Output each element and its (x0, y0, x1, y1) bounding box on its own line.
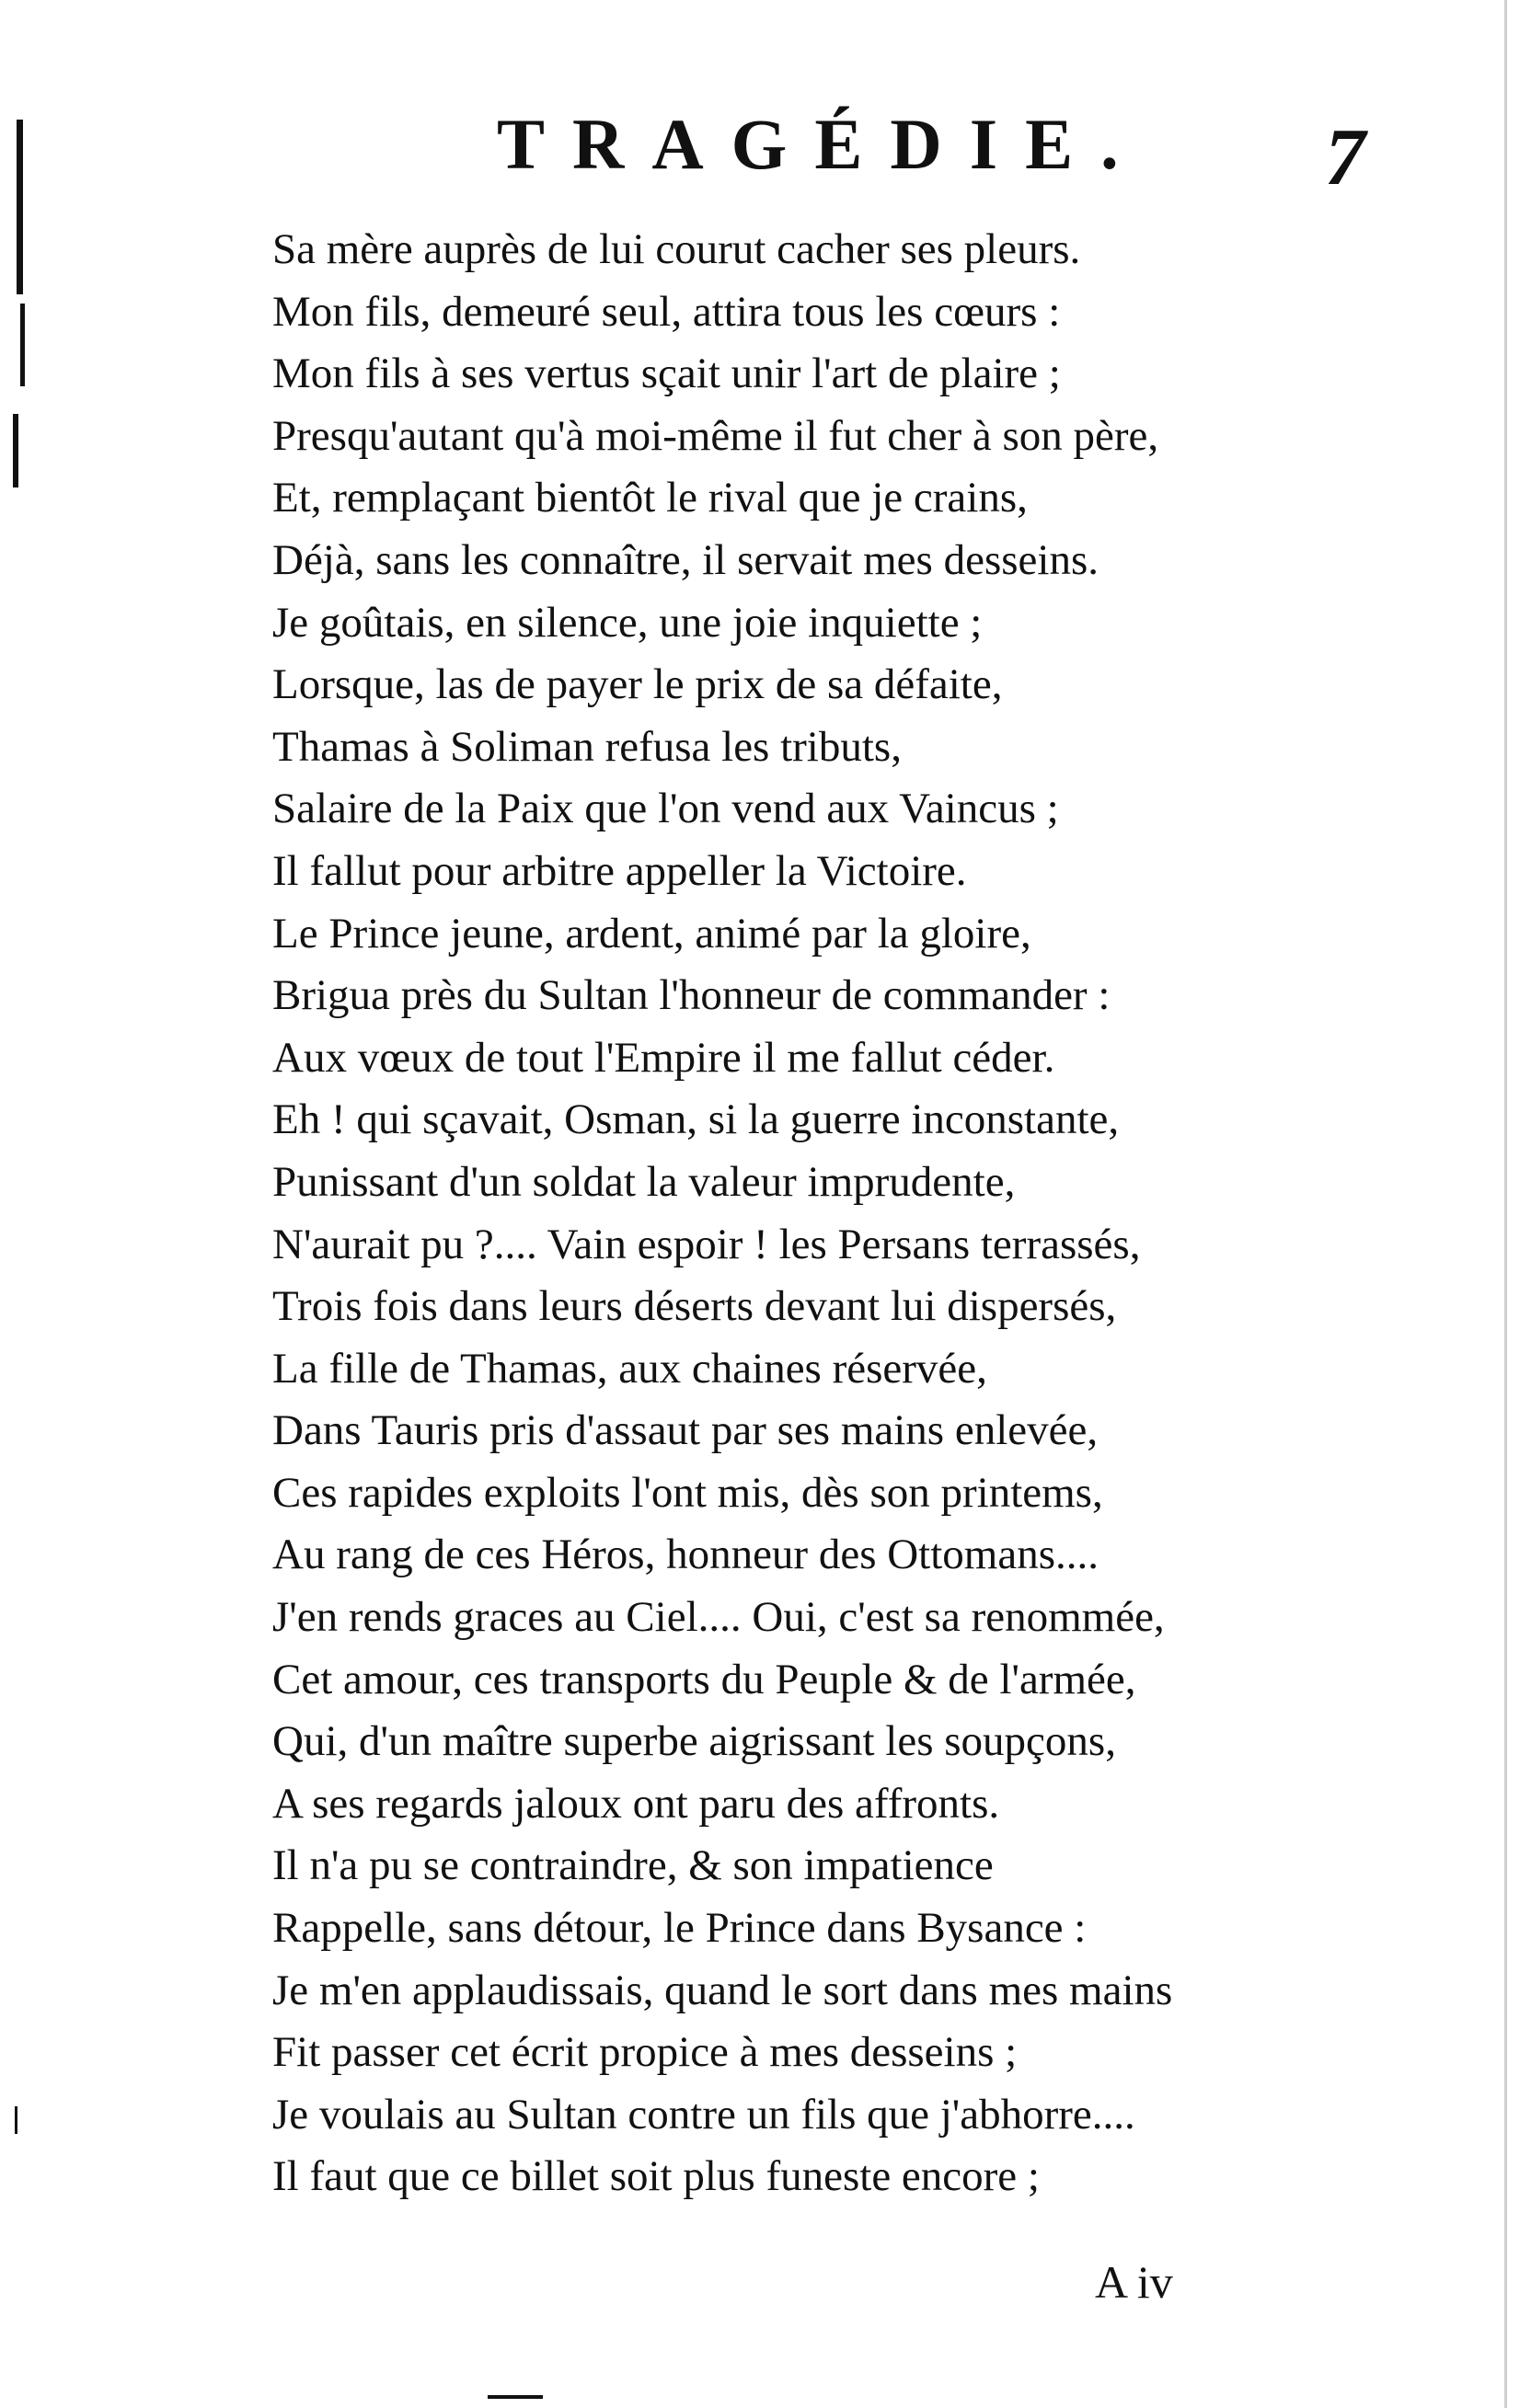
verse-line: Je voulais au Sultan contre un fils que j'abhorre.... (272, 2090, 1135, 2139)
page-number: 7 (1325, 113, 1365, 202)
scan-edge-mark (13, 414, 18, 487)
verse-line: Trois fois dans leurs déserts devant lui dispersés, (272, 1282, 1117, 1331)
verse-line: Ces rapides exploits l'ont mis, dès son printems, (272, 1468, 1103, 1517)
verse-line: Cet amour, ces transports du Peuple & de l'armée, (272, 1655, 1136, 1703)
verse-line: Rappelle, sans détour, le Prince dans Bysance : (272, 1904, 1087, 1953)
verse-line: La fille de Thamas, aux chaines réservée, (272, 1344, 987, 1393)
verse-line: Fit passer cet écrit propice à mes desseins ; (272, 2028, 1018, 2077)
verse-line: Mon fils à ses vertus sçait unir l'art de plaire ; (272, 350, 1061, 398)
verse-line: Il fallut pour arbitre appeller la Victoire. (272, 846, 967, 895)
verse-line: Salaire de la Paix que l'on vend aux Vaincus ; (272, 785, 1059, 833)
verse-line: J'en rends graces au Ciel.... Oui, c'est sa renommée, (272, 1593, 1165, 1642)
scan-edge-line (1504, 0, 1507, 2408)
verse-line: Thamas à Soliman refusa les tributs, (272, 722, 902, 771)
verse-line: Eh ! qui sçavait, Osman, si la guerre inconstante, (272, 1095, 1120, 1144)
verse-line: Et, remplaçant bientôt le rival que je crains, (272, 474, 1028, 522)
verse-line: Qui, d'un maître superbe aigrissant les soupçons, (272, 1717, 1116, 1766)
verse-line: Je m'en applaudissais, quand le sort dans mes mains (272, 1966, 1173, 2014)
verse-line: A ses regards jaloux ont paru des affronts. (272, 1779, 1000, 1828)
verse-line: Déjà, sans les connaître, il servait mes desseins. (272, 535, 1099, 584)
verse-line: Il n'a pu se contraindre, & son impatience (272, 1841, 994, 1890)
verse-line: Sa mère auprès de lui courut cacher ses pleurs. (272, 225, 1081, 273)
running-head: TRAGÉDIE. (497, 104, 1146, 184)
verse-line: Mon fils, demeuré seul, attira tous les cœurs : (272, 287, 1061, 336)
verse-line: N'aurait pu ?.... Vain espoir ! les Persans terrassés, (272, 1220, 1141, 1268)
scan-edge-mark (20, 304, 25, 386)
verse-line: Je goûtais, en silence, une joie inquiette ; (272, 598, 983, 647)
verse-line: Punissant d'un soldat la valeur imprudente, (272, 1157, 1016, 1206)
verse-line: Le Prince jeune, ardent, animé par la gloire, (272, 909, 1031, 957)
scan-bottom-mark (488, 2395, 543, 2399)
verse-line: Dans Tauris pris d'assaut par ses mains enlevée, (272, 1406, 1099, 1455)
verse-line: Brigua près du Sultan l'honneur de commander : (272, 971, 1111, 1020)
verse-line: Au rang de ces Héros, honneur des Ottomans.... (272, 1531, 1099, 1579)
verse-block (272, 219, 1358, 2208)
verse-line: Presqu'autant qu'à moi-même il fut cher à son père, (272, 411, 1159, 460)
verse-line: Lorsque, las de payer le prix de sa défaite, (272, 660, 1003, 709)
signature-mark: A iv (1095, 2256, 1173, 2308)
scan-edge-mark (15, 2106, 17, 2134)
verse-line: Il faut que ce billet soit plus funeste encore ; (272, 2152, 1040, 2201)
scan-edge-mark (17, 120, 23, 294)
verse-line: Aux vœux de tout l'Empire il me fallut céder. (272, 1033, 1055, 1082)
